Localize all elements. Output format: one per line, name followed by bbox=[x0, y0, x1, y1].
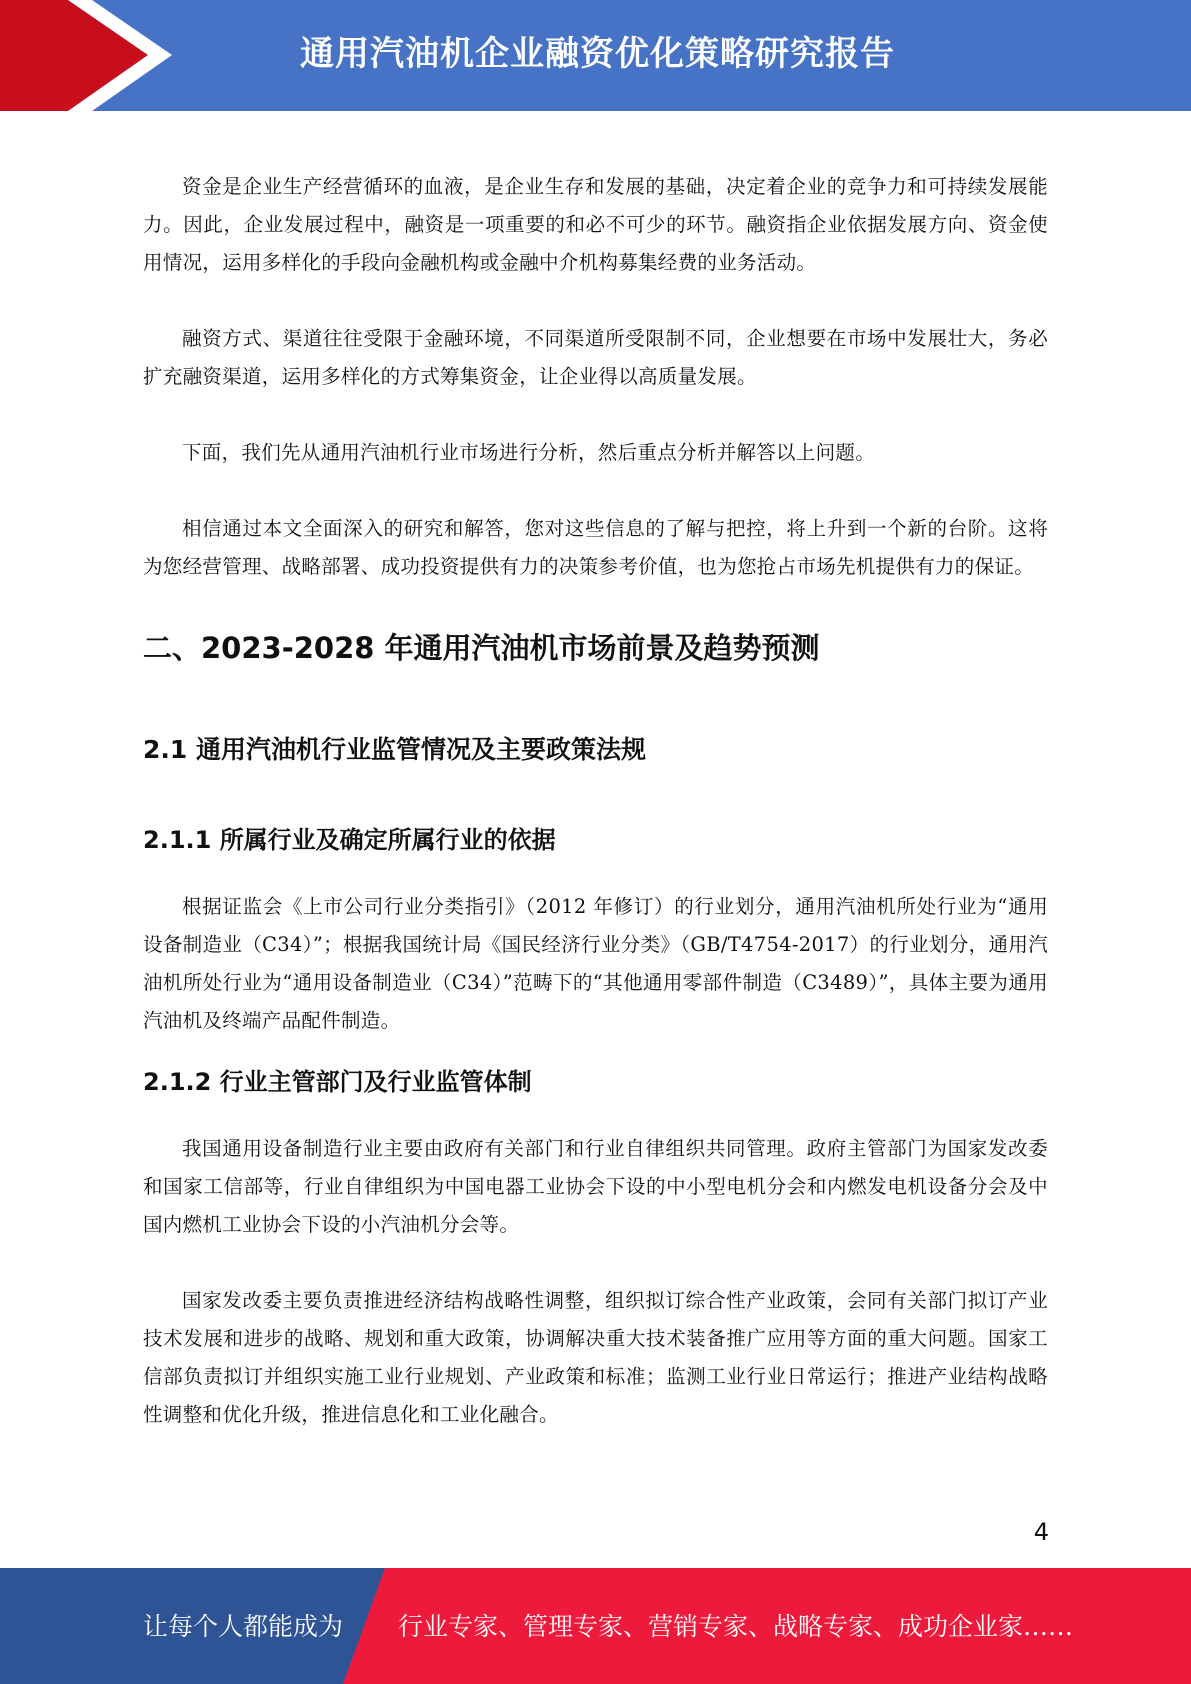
intro-paragraph-1: 资金是企业生产经营循环的血液，是企业生存和发展的基础，决定着企业的竞争力和可持续发展能力。因此，企业发展过程中，融资是一项重要的和必不可少的环节。融资指企业依据发展方向、资金使用情况，运用多样化的手段向金融机构或金融中介机构募集经费的业务活动。 bbox=[143, 175, 1048, 274]
intro-paragraph-3: 下面，我们先从通用汽油机行业市场进行分析，然后重点分析并解答以上问题。 bbox=[182, 441, 876, 464]
report-title: 通用汽油机企业融资优化策略研究报告 bbox=[300, 34, 895, 74]
intro-paragraph-2: 融资方式、渠道往往受限于金融环境，不同渠道所受限制不同，企业想要在市场中发展壮大，务必扩充融资渠道，运用多样化的方式筹集资金，让企业得以高质量发展。 bbox=[143, 327, 1048, 388]
section-2-1-heading: 2.1 通用汽油机行业监管情况及主要政策法规 bbox=[143, 735, 646, 764]
intro-paragraph-4: 相信通过本文全面深入的研究和解答，您对这些信息的了解与把控，将上升到一个新的台阶。这将为您经营管理、战略部署、成功投资提供有力的决策参考价值，也为您抢占市场先机提供有力的保证。 bbox=[143, 517, 1048, 578]
section-2-1-2-paragraph-2: 国家发改委主要负责推进经济结构战略性调整，组织拟订综合性产业政策，会同有关部门拟订产业技术发展和进步的战略、规划和重大政策，协调解决重大技术装备推广应用等方面的重大问题。国家工信部负责拟订并组织实施工业行业规划、产业政策和标准；监测工业行业日常运行；推进产业结构战略性调整和优化升级，推进信息化和工业化融合。 bbox=[143, 1289, 1048, 1426]
page-number: 4 bbox=[1033, 1518, 1049, 1546]
section-2-heading: 二、2023-2028 年通用汽油机市场前景及趋势预测 bbox=[143, 631, 820, 665]
footer-slogan-right: 行业专家、管理专家、营销专家、战略专家、成功企业家…… bbox=[398, 1612, 1074, 1641]
page-footer bbox=[0, 1568, 1191, 1684]
section-2-1-1-paragraph: 根据证监会《上市公司行业分类指引》（2012 年修订）的行业划分，通用汽油机所处行业为“通用设备制造业（C34）”；根据我国统计局《国民经济行业分类》（GB/T4754-2017）的行业划分，通用汽油机所处行业为“通用设备制造业（C34）”范畴下的“其他通用零部件制造（C3489）”，具体主要为通用汽油机及终端产品配件制造。 bbox=[143, 895, 1048, 1032]
section-2-1-2-heading: 2.1.2 行业主管部门及行业监管体制 bbox=[143, 1068, 532, 1096]
document-body bbox=[143, 168, 1048, 1434]
section-2-1-2-paragraph-1: 我国通用设备制造行业主要由政府有关部门和行业自律组织共同管理。政府主管部门为国家发改委和国家工信部等，行业自律组织为中国电器工业协会下设的中小型电机分会和内燃发电机设备分会及中国内燃机工业协会下设的小汽油机分会等。 bbox=[143, 1137, 1048, 1236]
page-header bbox=[0, 0, 1191, 111]
section-2-1-1-heading: 2.1.1 所属行业及确定所属行业的依据 bbox=[143, 826, 556, 854]
footer-slogan-left: 让每个人都能成为 bbox=[143, 1612, 344, 1641]
